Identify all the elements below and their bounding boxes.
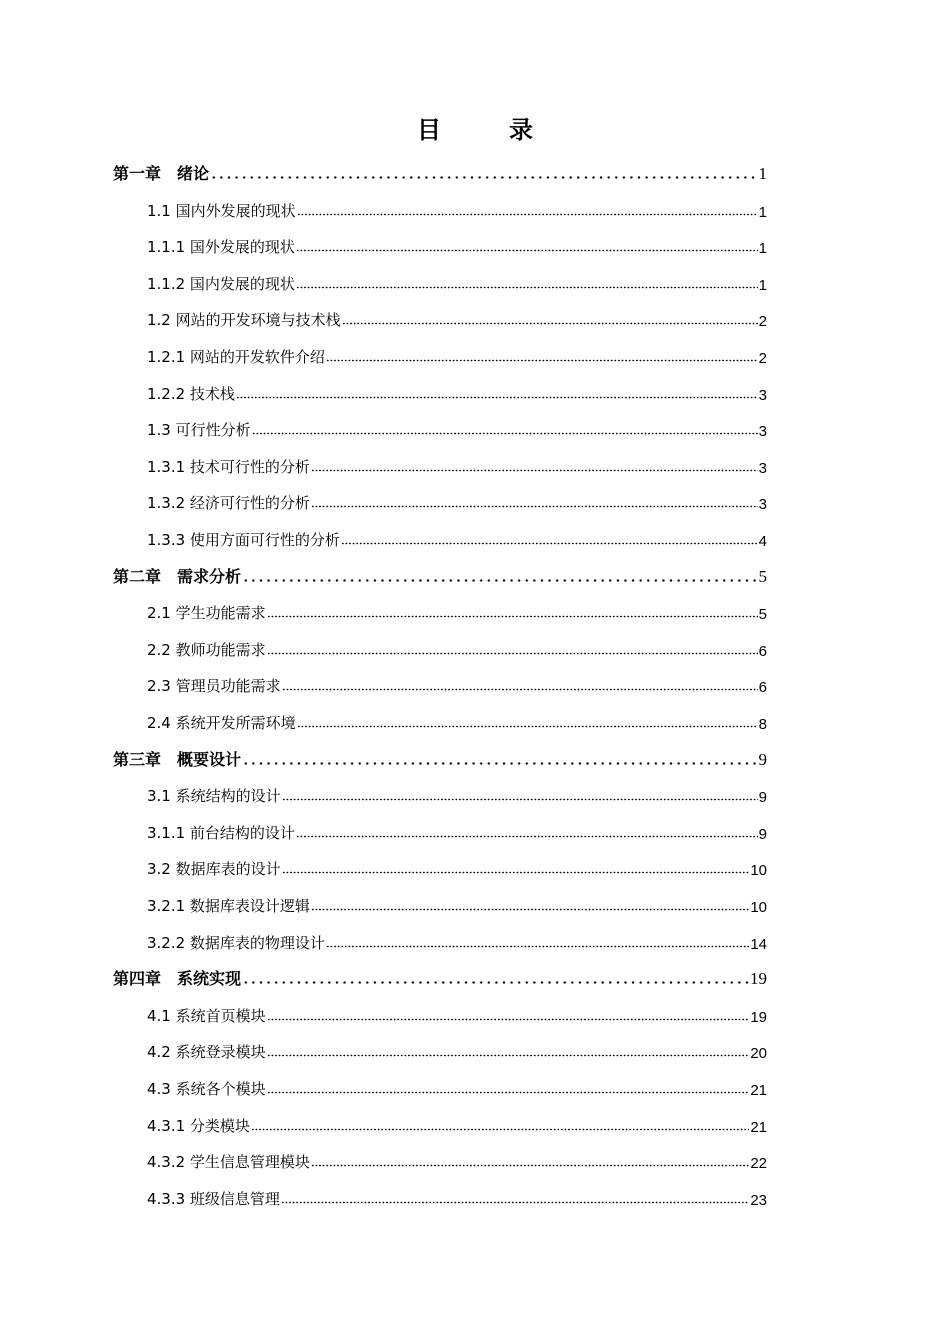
- toc-entry-label: 3.2.2 数据库表的物理设计: [147, 933, 325, 952]
- toc-entry-label: 4.3.3 班级信息管理: [147, 1189, 280, 1208]
- toc-dot-leader: [242, 762, 757, 765]
- toc-dot-leader: [296, 249, 758, 252]
- toc-page-number: 20: [750, 1045, 767, 1063]
- toc-page-number: 1: [758, 240, 767, 258]
- toc-page-number: 19: [750, 969, 767, 989]
- toc-page-number: 2: [758, 350, 767, 367]
- toc-entry-label: 1.3.2 经济可行性的分析: [147, 494, 310, 513]
- toc-section-entry[interactable]: [147, 408, 767, 442]
- toc-entry-label: 3.1.1 前台结构的设计: [147, 823, 295, 842]
- toc-page-number: 1: [758, 164, 767, 183]
- toc-dot-leader: [296, 835, 758, 838]
- toc-section-entry[interactable]: [147, 847, 767, 881]
- toc-page-number: 19: [750, 1008, 767, 1026]
- toc-entry-label: 4.1 系统首页模块: [147, 1006, 266, 1025]
- toc-page-number: 23: [750, 1191, 767, 1209]
- toc-dot-leader: [236, 396, 758, 399]
- toc-section-entry[interactable]: [147, 1104, 767, 1138]
- toc-section-entry[interactable]: [147, 921, 767, 955]
- toc-dot-leader: [282, 688, 758, 691]
- toc-entry-label: 3.2 数据库表的设计: [147, 860, 281, 879]
- toc-section-entry[interactable]: [147, 1030, 767, 1064]
- toc-dot-leader: [251, 1128, 749, 1131]
- toc-section-entry[interactable]: [147, 189, 767, 223]
- toc-section-entry[interactable]: [147, 1177, 767, 1211]
- toc-section-entry[interactable]: [147, 262, 767, 296]
- toc-page-number: 8: [758, 716, 767, 733]
- toc-dot-leader: [296, 286, 758, 289]
- toc-dot-leader: [281, 1201, 749, 1204]
- toc-dot-leader: [341, 542, 758, 545]
- toc-entry-label: 4.3 系统各个模块: [147, 1080, 266, 1098]
- toc-section-entry[interactable]: [147, 701, 767, 735]
- toc-section-entry[interactable]: [147, 994, 767, 1028]
- toc-entry-label: 4.3.1 分类模块: [147, 1116, 250, 1135]
- toc-entry-label: 第三章 概要设计: [113, 749, 242, 769]
- toc-dot-leader: [267, 1091, 750, 1094]
- toc-page-number: 10: [750, 899, 767, 916]
- toc-entry-label: 2.4 系统开发所需环境: [147, 714, 296, 732]
- toc-section-entry[interactable]: [147, 774, 767, 808]
- toc-section-entry[interactable]: [147, 298, 767, 332]
- toc-dot-leader: [242, 981, 749, 984]
- toc-section-entry[interactable]: [147, 884, 767, 918]
- toc-section-entry[interactable]: [147, 591, 767, 625]
- toc-entry-label: 1.1 国内外发展的现状: [147, 201, 296, 220]
- toc-dot-leader: [311, 505, 758, 508]
- toc-dot-leader: [326, 359, 758, 362]
- toc-section-entry[interactable]: [147, 628, 767, 662]
- toc-entry-label: 2.3 管理员功能需求: [147, 677, 281, 696]
- toc-chapter-entry[interactable]: [113, 957, 767, 991]
- toc-chapter-entry[interactable]: [113, 152, 767, 186]
- toc-entry-label: 1.2 网站的开发环境与技术栈: [147, 311, 341, 330]
- toc-dot-leader: [311, 469, 758, 472]
- toc-section-entry[interactable]: [147, 518, 767, 552]
- toc-section-entry[interactable]: [147, 811, 767, 845]
- toc-dot-leader: [267, 1054, 750, 1057]
- toc-page-number: 21: [750, 1118, 767, 1136]
- toc-entry-label: 第一章 绪论: [113, 164, 210, 183]
- toc-entry-label: 1.2.1 网站的开发软件介绍: [147, 348, 325, 366]
- toc-entry-label: 4.3.2 学生信息管理模块: [147, 1153, 310, 1172]
- toc-entry-label: 第二章 需求分析: [113, 566, 242, 586]
- toc-entry-label: 3.1 系统结构的设计: [147, 787, 281, 806]
- toc-page-number: 2: [758, 313, 767, 331]
- toc-section-entry[interactable]: [147, 1067, 767, 1101]
- toc-section-entry[interactable]: [147, 225, 767, 259]
- toc-entry-label: 2.1 学生功能需求: [147, 604, 266, 623]
- toc-page-number: 10: [750, 862, 767, 880]
- toc-dot-leader: [282, 871, 750, 874]
- toc-dot-leader: [311, 908, 749, 911]
- toc-chapter-entry[interactable]: [113, 738, 767, 772]
- toc-page-number: 22: [750, 1155, 767, 1173]
- toc-dot-leader: [267, 1018, 750, 1021]
- toc-page-number: 6: [758, 642, 767, 660]
- toc-entry-label: 1.3 可行性分析: [147, 421, 251, 440]
- toc-dot-leader: [210, 176, 757, 179]
- toc-section-entry[interactable]: [147, 1140, 767, 1174]
- toc-entry-label: 第四章 系统实现: [113, 969, 242, 989]
- toc-entry-label: 3.2.1 数据库表设计逻辑: [147, 897, 310, 915]
- toc-page-number: 1: [758, 276, 767, 294]
- toc-page-number: 5: [758, 606, 767, 624]
- toc-section-entry[interactable]: [147, 445, 767, 479]
- toc-page-number: 14: [750, 935, 767, 953]
- toc-dot-leader: [267, 615, 758, 618]
- toc-entry-label: 2.2 教师功能需求: [147, 640, 266, 659]
- toc-dot-leader: [252, 432, 758, 435]
- toc-chapter-entry[interactable]: [113, 555, 767, 589]
- toc-page-number: 9: [758, 825, 767, 843]
- toc-page-number: 5: [758, 566, 767, 586]
- toc-section-entry[interactable]: [147, 372, 767, 406]
- toc-dot-leader: [326, 945, 749, 948]
- toc-entry-label: 4.2 系统登录模块: [147, 1043, 266, 1062]
- toc-section-entry[interactable]: [147, 664, 767, 698]
- toc-section-entry[interactable]: [147, 481, 767, 515]
- toc-page-number: 21: [750, 1082, 767, 1099]
- toc-dot-leader: [297, 725, 758, 728]
- toc-entry-label: 1.3.1 技术可行性的分析: [147, 457, 310, 476]
- toc-page-number: 6: [758, 679, 767, 697]
- toc-dot-leader: [282, 798, 758, 801]
- toc-page-number: 3: [758, 496, 767, 514]
- toc-entry-label: 1.3.3 使用方面可行性的分析: [147, 531, 340, 549]
- toc-dot-leader: [242, 579, 757, 582]
- toc-entry-label: 1.1.2 国内发展的现状: [147, 274, 295, 293]
- toc-dot-leader: [297, 213, 758, 216]
- toc-page-number: 3: [758, 459, 767, 477]
- toc-section-entry[interactable]: [147, 335, 767, 369]
- toc-page-number: 9: [758, 789, 767, 807]
- toc-title: 目 录: [417, 116, 555, 144]
- toc-entry-label: 1.2.2 技术栈: [147, 384, 235, 403]
- toc-page-number: 3: [758, 386, 767, 404]
- toc-page-number: 1: [758, 203, 767, 221]
- toc-page-number: 9: [758, 749, 767, 769]
- toc-page-number: 4: [758, 533, 767, 550]
- toc-dot-leader: [267, 652, 758, 655]
- toc-dot-leader: [342, 322, 758, 325]
- toc-entry-label: 1.1.1 国外发展的现状: [147, 238, 295, 257]
- toc-dot-leader: [311, 1164, 749, 1167]
- toc-page-number: 3: [758, 423, 767, 441]
